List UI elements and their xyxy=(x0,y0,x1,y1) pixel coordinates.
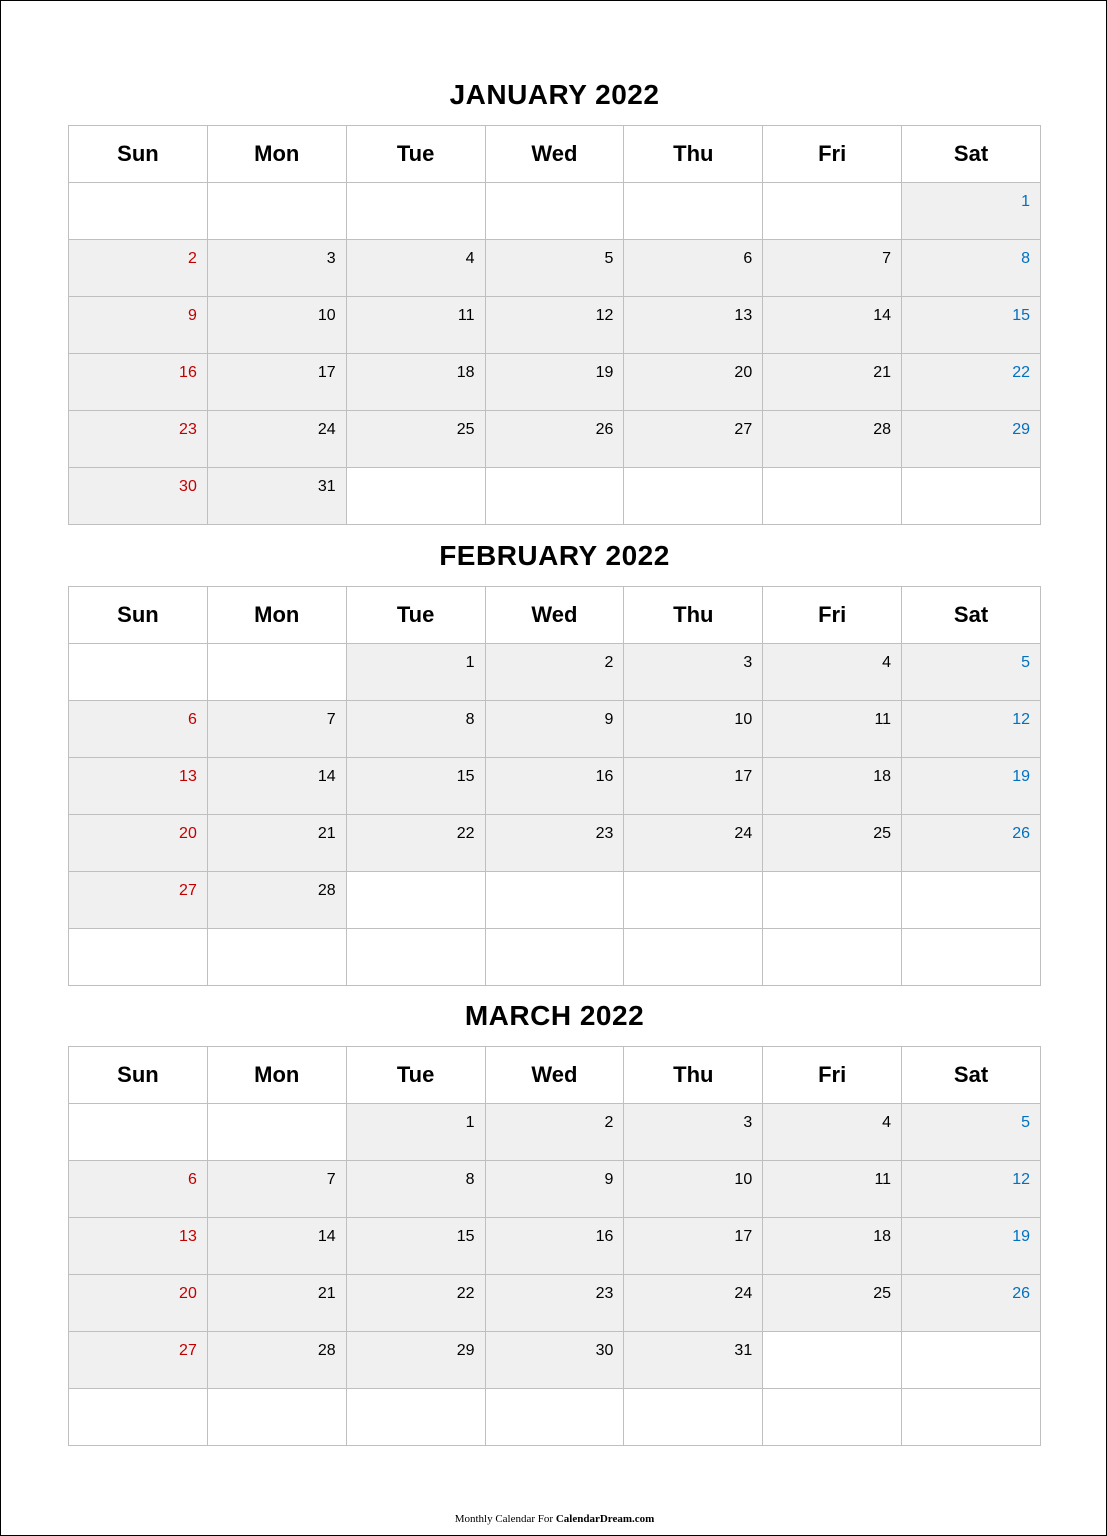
day-number: 16 xyxy=(179,364,197,381)
day-cell xyxy=(763,1161,902,1218)
week-row xyxy=(69,872,1041,929)
day-cell xyxy=(624,701,763,758)
day-number: 13 xyxy=(179,768,197,785)
day-number: 27 xyxy=(179,1342,197,1359)
day-number: 28 xyxy=(317,882,336,899)
day-number: 25 xyxy=(873,1285,892,1302)
day-cell xyxy=(485,1161,624,1218)
day-cell xyxy=(902,411,1041,468)
week-row xyxy=(69,354,1041,411)
day-number: 15 xyxy=(456,768,475,785)
weekday-header: Fri xyxy=(763,587,902,644)
day-number: 9 xyxy=(604,1171,614,1188)
day-number: 11 xyxy=(457,307,475,324)
day-cell xyxy=(346,1161,485,1218)
day-number: 4 xyxy=(882,1114,892,1131)
day-cell xyxy=(207,815,346,872)
day-number: 3 xyxy=(743,654,753,671)
day-number: 15 xyxy=(456,1228,475,1245)
day-cell xyxy=(346,297,485,354)
day-number: 22 xyxy=(1012,364,1030,381)
day-number: 29 xyxy=(1012,421,1030,438)
month-grid-february xyxy=(68,586,1041,986)
day-number: 22 xyxy=(456,825,475,842)
weekday-header: Sat xyxy=(902,1047,1041,1104)
day-cell xyxy=(902,872,1041,929)
week-row xyxy=(69,644,1041,701)
day-number: 16 xyxy=(595,1228,614,1245)
day-cell xyxy=(346,183,485,240)
day-cell xyxy=(902,1218,1041,1275)
day-cell xyxy=(485,411,624,468)
day-number: 19 xyxy=(1012,768,1030,785)
weekday-header: Wed xyxy=(485,587,624,644)
weekday-header: Sun xyxy=(69,587,208,644)
day-cell xyxy=(485,240,624,297)
day-cell xyxy=(346,1104,485,1161)
day-cell xyxy=(346,929,485,986)
day-cell xyxy=(485,1218,624,1275)
week-row xyxy=(69,297,1041,354)
day-number: 23 xyxy=(595,825,614,842)
day-cell xyxy=(69,929,208,986)
day-number: 5 xyxy=(604,250,614,267)
day-cell xyxy=(485,1104,624,1161)
day-number: 1 xyxy=(1021,193,1030,210)
day-number: 13 xyxy=(179,1228,197,1245)
day-number: 14 xyxy=(317,1228,336,1245)
day-cell xyxy=(207,929,346,986)
week-row xyxy=(69,183,1041,240)
day-cell xyxy=(485,815,624,872)
day-number: 10 xyxy=(734,711,753,728)
weekday-header: Tue xyxy=(346,126,485,183)
day-number: 24 xyxy=(734,1285,753,1302)
day-number: 2 xyxy=(187,250,197,267)
day-cell xyxy=(763,1332,902,1389)
week-row xyxy=(69,758,1041,815)
day-cell xyxy=(763,1218,902,1275)
week-row xyxy=(69,929,1041,986)
weekday-header: Thu xyxy=(624,1047,763,1104)
day-cell xyxy=(69,1104,208,1161)
day-cell xyxy=(207,1332,346,1389)
day-number: 16 xyxy=(595,768,614,785)
day-number: 4 xyxy=(465,250,475,267)
day-cell xyxy=(624,929,763,986)
day-cell xyxy=(346,758,485,815)
day-number: 30 xyxy=(595,1342,614,1359)
day-number: 7 xyxy=(326,1171,336,1188)
day-cell xyxy=(69,411,208,468)
day-cell xyxy=(624,815,763,872)
day-cell xyxy=(207,1389,346,1446)
day-cell xyxy=(485,644,624,701)
day-number: 6 xyxy=(743,250,753,267)
day-cell xyxy=(207,1275,346,1332)
day-number: 26 xyxy=(595,421,614,438)
day-number: 25 xyxy=(456,421,475,438)
day-number: 25 xyxy=(873,825,892,842)
day-cell xyxy=(69,758,208,815)
day-cell xyxy=(763,1275,902,1332)
weekday-header: Tue xyxy=(346,1047,485,1104)
day-number: 10 xyxy=(734,1171,753,1188)
day-cell xyxy=(902,297,1041,354)
day-number: 13 xyxy=(734,307,753,324)
day-cell xyxy=(69,1389,208,1446)
day-number: 23 xyxy=(179,421,197,438)
day-number: 19 xyxy=(1012,1228,1030,1245)
day-number: 30 xyxy=(179,478,197,495)
day-number: 31 xyxy=(734,1342,753,1359)
weekday-header-row xyxy=(69,587,1041,644)
day-cell xyxy=(207,1161,346,1218)
month-title-february: FEBRUARY 2022 xyxy=(439,540,670,571)
day-cell xyxy=(207,297,346,354)
day-cell xyxy=(902,1161,1041,1218)
day-cell xyxy=(624,468,763,525)
day-cell xyxy=(624,1332,763,1389)
month-grid-january xyxy=(68,125,1041,525)
day-number: 9 xyxy=(604,711,614,728)
day-number: 24 xyxy=(734,825,753,842)
day-cell xyxy=(902,929,1041,986)
weekday-header: Sat xyxy=(902,126,1041,183)
day-cell xyxy=(207,644,346,701)
day-number: 24 xyxy=(317,421,336,438)
day-cell xyxy=(346,1332,485,1389)
day-number: 14 xyxy=(317,768,336,785)
day-cell xyxy=(346,411,485,468)
day-number: 12 xyxy=(1012,711,1030,728)
day-cell xyxy=(346,872,485,929)
day-number: 12 xyxy=(1012,1171,1030,1188)
week-row xyxy=(69,701,1041,758)
day-number: 20 xyxy=(179,1285,197,1302)
day-cell xyxy=(207,240,346,297)
day-number: 10 xyxy=(317,307,336,324)
day-cell xyxy=(346,701,485,758)
day-number: 8 xyxy=(465,1171,475,1188)
day-cell xyxy=(207,354,346,411)
day-number: 5 xyxy=(1021,1114,1030,1131)
day-cell xyxy=(485,1275,624,1332)
week-row xyxy=(69,468,1041,525)
day-cell xyxy=(207,758,346,815)
day-cell xyxy=(346,354,485,411)
day-number: 8 xyxy=(465,711,475,728)
day-cell xyxy=(902,183,1041,240)
day-number: 23 xyxy=(595,1285,614,1302)
weekday-header: Thu xyxy=(624,587,763,644)
day-cell xyxy=(624,240,763,297)
footer-site: CalendarDream.com xyxy=(555,1513,655,1525)
day-cell xyxy=(485,297,624,354)
day-cell xyxy=(902,468,1041,525)
day-number: 5 xyxy=(1021,654,1030,671)
day-cell xyxy=(69,1218,208,1275)
day-cell xyxy=(346,1218,485,1275)
day-cell xyxy=(624,183,763,240)
day-cell xyxy=(624,1104,763,1161)
footer-credit xyxy=(1,1513,1107,1525)
day-cell xyxy=(207,1104,346,1161)
day-number: 1 xyxy=(465,654,475,671)
month-title-january: JANUARY 2022 xyxy=(449,79,660,110)
day-number: 11 xyxy=(874,711,892,728)
day-number: 2 xyxy=(604,1114,614,1131)
day-number: 27 xyxy=(179,882,197,899)
day-number: 28 xyxy=(317,1342,336,1359)
day-number: 18 xyxy=(873,1228,892,1245)
day-cell xyxy=(763,411,902,468)
day-number: 8 xyxy=(1021,250,1030,267)
day-cell xyxy=(763,701,902,758)
month-title-march: MARCH 2022 xyxy=(464,1000,645,1031)
week-row xyxy=(69,1389,1041,1446)
day-cell xyxy=(624,1275,763,1332)
weekday-header: Tue xyxy=(346,587,485,644)
day-cell xyxy=(346,1389,485,1446)
day-cell xyxy=(485,929,624,986)
day-cell xyxy=(207,411,346,468)
day-number: 27 xyxy=(734,421,753,438)
day-number: 17 xyxy=(734,1228,753,1245)
day-number: 31 xyxy=(317,478,336,495)
weekday-header: Mon xyxy=(207,1047,346,1104)
day-cell xyxy=(763,240,902,297)
day-number: 26 xyxy=(1012,1285,1030,1302)
week-row xyxy=(69,411,1041,468)
day-cell xyxy=(624,354,763,411)
day-number: 6 xyxy=(187,1171,197,1188)
day-cell xyxy=(624,411,763,468)
day-cell xyxy=(763,183,902,240)
day-number: 3 xyxy=(743,1114,753,1131)
weekday-header: Thu xyxy=(624,126,763,183)
day-cell xyxy=(763,297,902,354)
day-number: 7 xyxy=(882,250,892,267)
day-cell xyxy=(624,1161,763,1218)
day-cell xyxy=(902,701,1041,758)
day-number: 2 xyxy=(604,654,614,671)
week-row xyxy=(69,815,1041,872)
day-cell xyxy=(207,872,346,929)
week-row xyxy=(69,1275,1041,1332)
day-cell xyxy=(69,183,208,240)
day-number: 1 xyxy=(465,1114,475,1131)
day-cell xyxy=(902,815,1041,872)
day-number: 9 xyxy=(187,307,197,324)
day-cell xyxy=(69,468,208,525)
day-cell xyxy=(69,1332,208,1389)
day-cell xyxy=(763,815,902,872)
day-cell xyxy=(624,872,763,929)
day-number: 6 xyxy=(187,711,197,728)
day-cell xyxy=(69,1161,208,1218)
day-cell xyxy=(69,297,208,354)
day-cell xyxy=(763,929,902,986)
day-cell xyxy=(207,1218,346,1275)
day-cell xyxy=(763,1104,902,1161)
day-number: 7 xyxy=(326,711,336,728)
day-cell xyxy=(69,815,208,872)
day-cell xyxy=(485,701,624,758)
weekday-header: Mon xyxy=(207,587,346,644)
day-cell xyxy=(485,872,624,929)
day-cell xyxy=(902,1332,1041,1389)
day-number: 17 xyxy=(734,768,753,785)
day-cell xyxy=(346,815,485,872)
day-cell xyxy=(346,1275,485,1332)
week-row xyxy=(69,1104,1041,1161)
day-number: 11 xyxy=(874,1171,892,1188)
day-cell xyxy=(69,240,208,297)
day-cell xyxy=(763,644,902,701)
weekday-header: Sun xyxy=(69,126,208,183)
day-cell xyxy=(902,644,1041,701)
week-row xyxy=(69,1161,1041,1218)
week-row xyxy=(69,240,1041,297)
day-cell xyxy=(763,872,902,929)
weekday-header: Fri xyxy=(763,126,902,183)
day-number: 12 xyxy=(595,307,614,324)
footer-prefix: Monthly Calendar For xyxy=(454,1513,554,1525)
day-number: 20 xyxy=(734,364,753,381)
day-cell xyxy=(69,701,208,758)
day-cell xyxy=(624,1389,763,1446)
day-cell xyxy=(624,644,763,701)
weekday-header: Wed xyxy=(485,126,624,183)
day-number: 4 xyxy=(882,654,892,671)
day-number: 20 xyxy=(179,825,197,842)
weekday-header: Wed xyxy=(485,1047,624,1104)
day-cell xyxy=(902,354,1041,411)
weekday-header: Fri xyxy=(763,1047,902,1104)
day-cell xyxy=(763,468,902,525)
week-row xyxy=(69,1332,1041,1389)
day-cell xyxy=(624,297,763,354)
day-cell xyxy=(69,354,208,411)
day-cell xyxy=(485,758,624,815)
day-cell xyxy=(902,1275,1041,1332)
day-cell xyxy=(485,1332,624,1389)
day-number: 22 xyxy=(456,1285,475,1302)
weekday-header-row xyxy=(69,126,1041,183)
day-cell xyxy=(763,354,902,411)
day-number: 29 xyxy=(456,1342,475,1359)
day-cell xyxy=(902,758,1041,815)
day-cell xyxy=(902,1389,1041,1446)
day-cell xyxy=(346,468,485,525)
day-number: 17 xyxy=(317,364,336,381)
day-cell xyxy=(207,468,346,525)
day-number: 21 xyxy=(317,825,336,842)
day-cell xyxy=(902,1104,1041,1161)
day-cell xyxy=(624,1218,763,1275)
month-grid-march xyxy=(68,1046,1041,1446)
weekday-header: Mon xyxy=(207,126,346,183)
weekday-header: Sun xyxy=(69,1047,208,1104)
day-cell xyxy=(69,1275,208,1332)
day-number: 21 xyxy=(317,1285,336,1302)
day-number: 3 xyxy=(326,250,336,267)
day-number: 14 xyxy=(873,307,892,324)
day-cell xyxy=(763,758,902,815)
day-cell xyxy=(485,468,624,525)
day-cell xyxy=(207,701,346,758)
day-cell xyxy=(485,183,624,240)
day-number: 21 xyxy=(873,364,892,381)
week-row xyxy=(69,1218,1041,1275)
day-cell xyxy=(69,872,208,929)
weekday-header-row xyxy=(69,1047,1041,1104)
day-cell xyxy=(69,644,208,701)
day-number: 18 xyxy=(873,768,892,785)
day-number: 26 xyxy=(1012,825,1030,842)
day-cell xyxy=(485,1389,624,1446)
day-cell xyxy=(763,1389,902,1446)
day-number: 15 xyxy=(1012,307,1030,324)
day-number: 19 xyxy=(595,364,614,381)
day-cell xyxy=(346,644,485,701)
day-number: 28 xyxy=(873,421,892,438)
day-cell xyxy=(624,758,763,815)
day-number: 18 xyxy=(456,364,475,381)
day-cell xyxy=(346,240,485,297)
weekday-header: Sat xyxy=(902,587,1041,644)
day-cell xyxy=(207,183,346,240)
day-cell xyxy=(902,240,1041,297)
day-cell xyxy=(485,354,624,411)
